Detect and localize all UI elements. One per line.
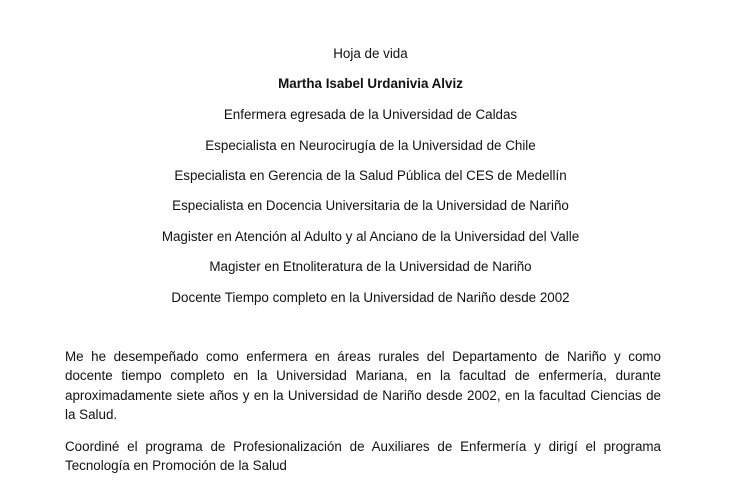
credential-line: Enfermera egresada de la Universidad de Caldas xyxy=(223,107,518,122)
credential-line: Especialista en Gerencia de la Salud Pública del CES de Medellín xyxy=(174,168,567,183)
credential-line: Magister en Etnoliteratura de la Universidad de Nariño xyxy=(209,259,532,274)
credential-line: Especialista en Neurocirugía de la Universidad de Chile xyxy=(205,138,536,153)
body-paragraph: Coordiné el programa de Profesionalización de Auxiliares de Enfermería y dirigí el programa Tecnología en Promoción de la Salud xyxy=(65,439,661,474)
credential-line: Especialista en Docencia Universitaria de la Universidad de Nariño xyxy=(172,198,569,213)
credential-line: Magister en Atención al Adulto y al Anciano de la Universidad del Valle xyxy=(161,229,580,244)
document-title: Hoja de vida xyxy=(333,46,408,61)
body-paragraph: Me he desempeñado como enfermera en áreas rurales del Departamento de Nariño y como docente tiempo completo en la Universidad Mariana, en la facultad de enfermería, durante aproximadamente siete años y en la Universidad de Nariño desde 2002, en la facultad Ciencias de la Salud. xyxy=(65,349,661,423)
person-name: Martha Isabel Urdanivia Alviz xyxy=(278,76,463,91)
credential-line: Docente Tiempo completo en la Universidad de Nariño desde 2002 xyxy=(171,290,570,305)
